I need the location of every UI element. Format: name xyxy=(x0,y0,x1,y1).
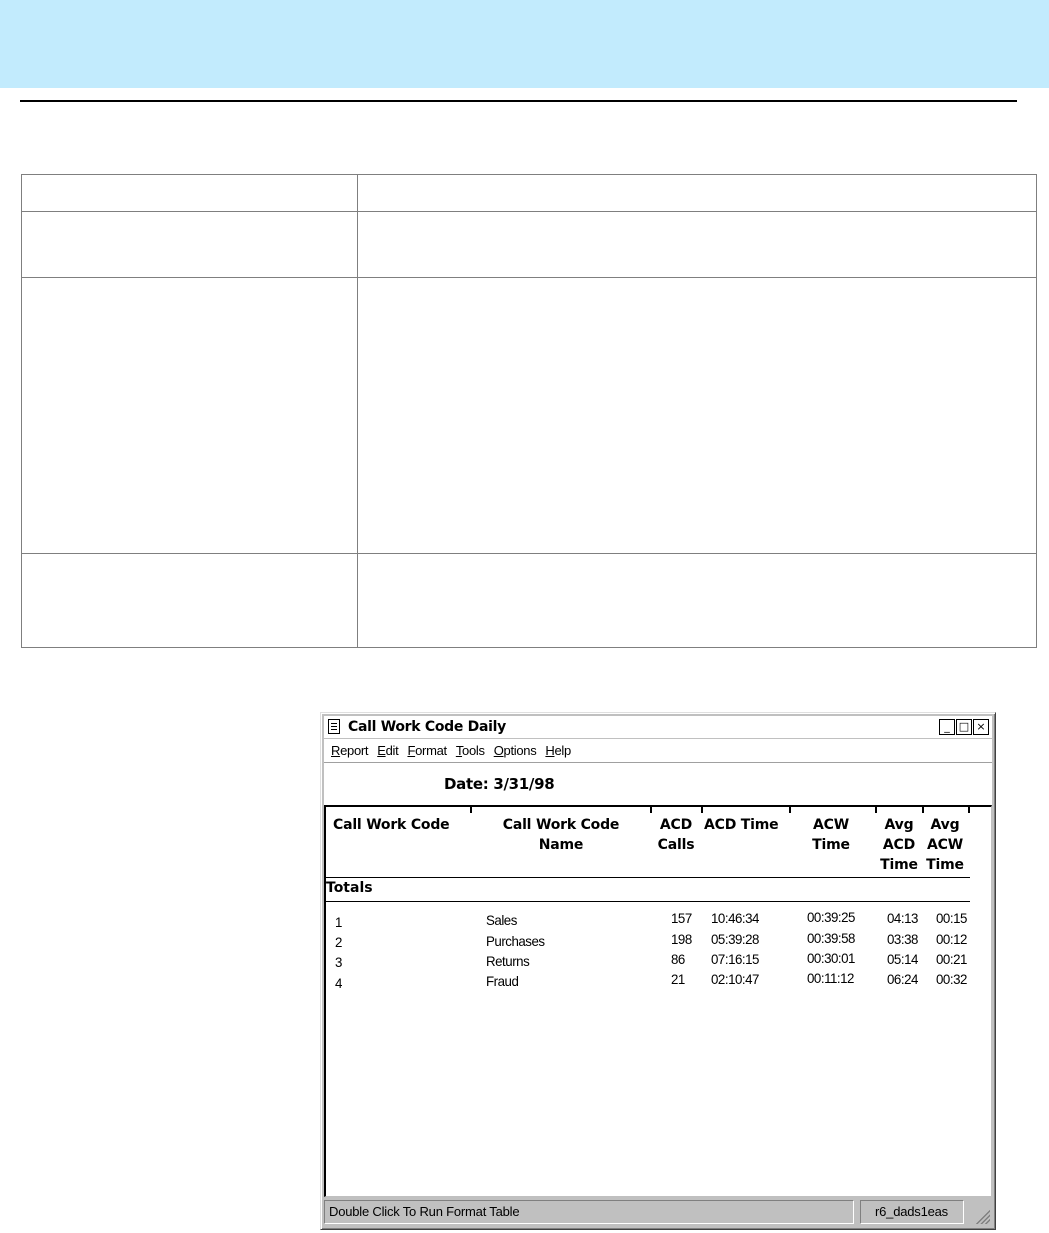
header-line: Time xyxy=(926,857,964,873)
cell-avg-acw-time: 00:12 xyxy=(936,931,967,947)
header-line: Call Work Code xyxy=(502,817,620,833)
table-row-divider xyxy=(22,277,1036,278)
cell-avg-acw-time: 00:15 xyxy=(936,910,967,926)
cell-acw-time: 00:11:12 xyxy=(807,970,854,986)
menu-label: ools xyxy=(462,743,485,758)
cell-acd-time: 07:16:15 xyxy=(711,951,759,967)
header-line: ACD xyxy=(659,817,693,833)
window-controls xyxy=(939,719,989,735)
cell-code: 2 xyxy=(335,934,342,950)
cell-acd-calls: 198 xyxy=(671,931,692,947)
menu-label: dit xyxy=(385,743,399,758)
cell-acd-time: 10:46:34 xyxy=(711,910,759,926)
menu-tools[interactable] xyxy=(456,743,485,758)
menu-mnemonic: H xyxy=(545,743,555,758)
document-table xyxy=(21,174,1037,648)
cell-avg-acw-time: 00:32 xyxy=(936,971,967,987)
menu-label: ptions xyxy=(503,743,537,758)
cell-avg-acd-time: 04:13 xyxy=(887,910,918,926)
table-row-divider xyxy=(22,553,1036,554)
header-rule xyxy=(20,100,1017,102)
cell-code: 4 xyxy=(335,975,342,991)
report-header-area xyxy=(324,763,992,805)
cell-avg-acd-time: 06:24 xyxy=(887,971,918,987)
status-hint: Double Click To Run Format Table xyxy=(324,1200,854,1224)
cell-avg-acd-time: 03:38 xyxy=(887,931,918,947)
column-header-acd-calls xyxy=(652,815,700,855)
cell-acw-time: 00:39:25 xyxy=(807,909,855,925)
cell-acd-time: 02:10:47 xyxy=(711,971,759,987)
column-header-acw-time xyxy=(800,815,862,855)
menu-report[interactable] xyxy=(331,743,368,758)
title-bar[interactable] xyxy=(324,716,992,738)
menu-mnemonic: F xyxy=(407,743,416,758)
column-header-code: Call Work Code xyxy=(333,817,450,833)
cell-avg-acd-time: 05:14 xyxy=(887,951,918,967)
header-line: Calls xyxy=(657,837,695,853)
cell-acw-time: 00:30:01 xyxy=(807,950,855,966)
table-row-divider xyxy=(22,211,1036,212)
cell-acd-calls: 157 xyxy=(671,910,692,926)
menu-mnemonic: E xyxy=(377,743,386,758)
column-divider-tick[interactable] xyxy=(968,807,970,813)
cell-name: Fraud xyxy=(486,973,519,989)
close-button[interactable]: × xyxy=(973,719,989,735)
window-title: Call Work Code Daily xyxy=(348,719,506,735)
totals-label: Totals xyxy=(326,880,373,896)
page-header-band xyxy=(0,0,1049,88)
header-line: Name xyxy=(538,837,584,853)
cell-acw-time: 00:39:58 xyxy=(807,930,855,946)
cell-acd-time: 05:39:28 xyxy=(711,931,759,947)
header-rule xyxy=(326,877,970,878)
menu-mnemonic: T xyxy=(455,743,463,758)
column-divider-tick[interactable] xyxy=(470,807,472,813)
menu-bar xyxy=(324,739,992,763)
header-line: ACD xyxy=(882,837,916,853)
minimize-button[interactable]: _ xyxy=(939,719,955,735)
column-divider-tick[interactable] xyxy=(701,807,703,813)
header-line: ACW xyxy=(927,837,963,853)
column-divider-tick[interactable] xyxy=(789,807,791,813)
report-body[interactable] xyxy=(324,805,992,1197)
column-header-avg-acd-time xyxy=(876,815,922,875)
report-date: Date: 3/31/98 xyxy=(444,775,555,793)
menu-mnemonic: O xyxy=(493,743,504,758)
column-divider-tick[interactable] xyxy=(922,807,924,813)
cell-name: Returns xyxy=(486,953,530,969)
cell-avg-acw-time: 00:21 xyxy=(936,951,967,967)
header-line: Time xyxy=(880,857,918,873)
header-line: ACW xyxy=(813,817,849,833)
cell-code: 1 xyxy=(335,914,342,930)
cell-acd-calls: 21 xyxy=(671,971,685,987)
table-column-divider xyxy=(357,175,358,647)
resize-grip-icon[interactable] xyxy=(976,1210,990,1224)
maximize-button[interactable]: □ xyxy=(956,719,972,735)
status-report-id: r6_dads1eas xyxy=(860,1200,964,1224)
header-line: Avg xyxy=(884,817,914,833)
column-header-name xyxy=(486,815,636,855)
menu-help[interactable] xyxy=(545,743,571,758)
column-divider-tick[interactable] xyxy=(650,807,652,813)
cell-name: Sales xyxy=(486,912,517,928)
status-bar xyxy=(324,1198,992,1226)
menu-label: elp xyxy=(554,743,571,758)
column-divider-tick[interactable] xyxy=(875,807,877,813)
totals-rule xyxy=(326,901,970,902)
report-document-icon[interactable] xyxy=(328,719,340,734)
menu-format[interactable] xyxy=(407,743,446,758)
menu-mnemonic: R xyxy=(331,743,341,758)
header-line: Avg xyxy=(930,817,960,833)
column-header-avg-acw-time xyxy=(922,815,968,875)
menu-edit[interactable] xyxy=(377,743,398,758)
menu-label: eport xyxy=(340,743,369,758)
report-window xyxy=(320,712,996,1230)
cell-code: 3 xyxy=(335,954,342,970)
column-header-acd-time: ACD Time xyxy=(704,817,779,833)
menu-label: ormat xyxy=(415,743,447,758)
cell-acd-calls: 86 xyxy=(671,951,685,967)
cell-name: Purchases xyxy=(486,933,545,949)
menu-options[interactable] xyxy=(494,743,537,758)
header-line: Time xyxy=(812,837,850,853)
